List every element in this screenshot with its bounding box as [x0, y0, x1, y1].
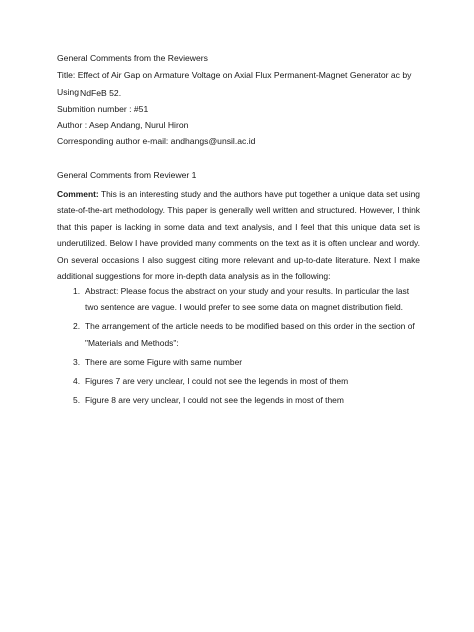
- list-item-text: The arrangement of the article needs to be modified based on this order in the section of "Materials and Methods":: [85, 321, 415, 348]
- title-text: Effect of Air Gap on Armature Voltage on Axial Flux Permanent-Magnet Generator ac by Using: [57, 70, 412, 97]
- title-prefix: Title:: [57, 70, 78, 80]
- comment-label: Comment:: [57, 189, 99, 199]
- list-item: [57, 373, 420, 389]
- list-item-number: 3.: [73, 356, 81, 367]
- list-item: [57, 318, 420, 350]
- comment-list: [57, 283, 420, 411]
- reviewer1-comment: [57, 186, 420, 284]
- author-line: Author : Asep Andang, Nurul Hiron: [57, 120, 189, 130]
- reviewer1-heading: General Comments from Reviewer 1: [57, 170, 197, 180]
- list-item-text: Abstract: Please focus the abstract on your study and your results. In particular the last two sentence are vague. I would prefer to see some data on magnet distribution field.: [85, 286, 410, 313]
- list-item: [57, 283, 420, 315]
- title-continuation: NdFeB 52.: [80, 88, 122, 98]
- reviewers-heading: General Comments from the Reviewers: [57, 53, 208, 63]
- list-item: [57, 354, 420, 370]
- list-item-number: 2.: [73, 321, 81, 332]
- email-line: Corresponding author e-mail: andhangs@unsil.ac.id: [57, 136, 256, 146]
- list-item-number: 5.: [73, 395, 81, 406]
- list-item-text: There are some Figure with same number: [85, 356, 243, 367]
- list-item: [57, 392, 420, 408]
- list-item-number: 1.: [73, 286, 81, 296]
- list-item-text: Figure 8 are very unclear, I could not see the legends in most of them: [85, 395, 344, 406]
- list-item-text: Figures 7 are very unclear, I could not see the legends in most of them: [85, 376, 349, 387]
- submission-number: Submition number : #51: [57, 104, 149, 114]
- comment-text: This is an interesting study and the authors have put together a unique data set using state-of-the-art methodology. This paper is generally well written and structured. However, I think that this paper is lacking in some data and text analysis, and I feel that this unique data set is underutilized. Below I have provided many comments on the text as it is often unclear and wordy. On several occasions I also suggest citing more relevant and up-to-date literature. Next I make additional suggestions for more in-depth data analysis as in the following:: [57, 189, 420, 282]
- list-item-number: 4.: [73, 376, 81, 387]
